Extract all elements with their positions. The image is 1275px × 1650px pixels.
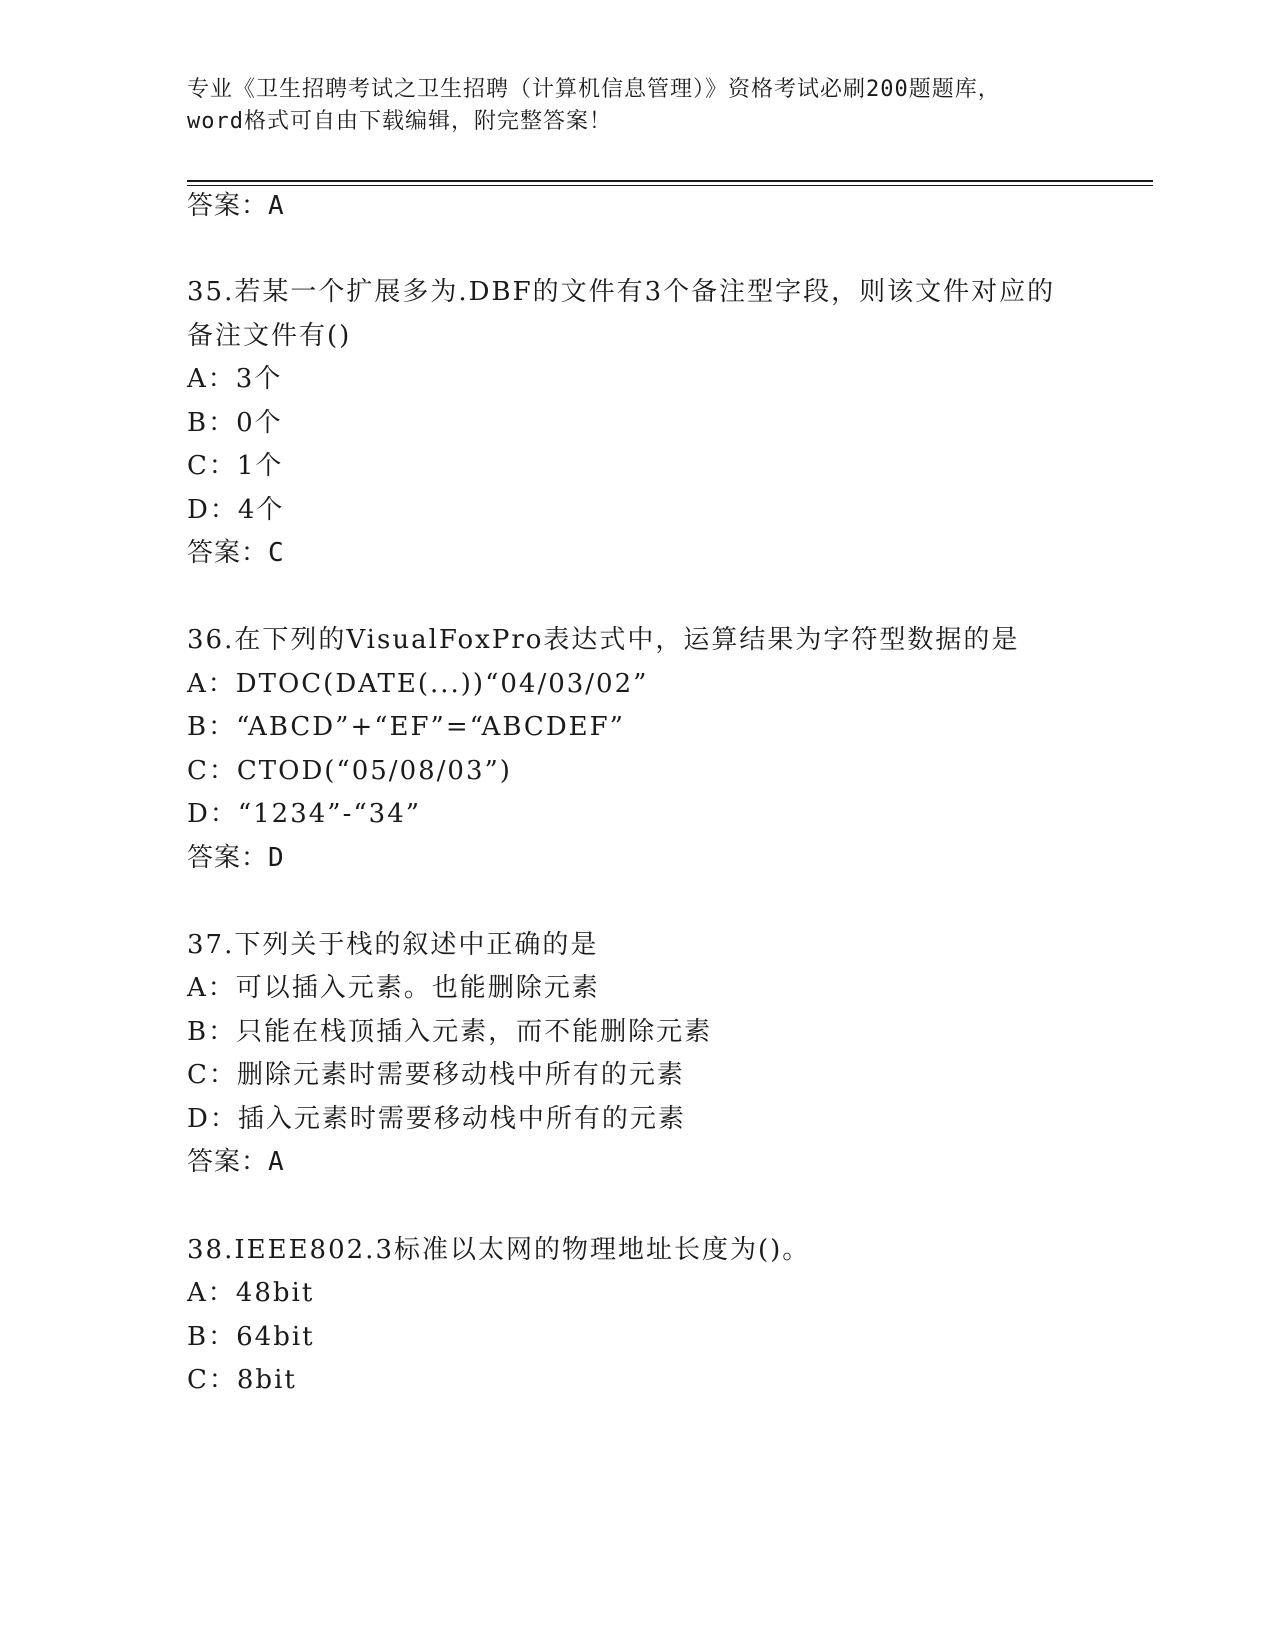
question-35-stem-line-1: 35.若某一个扩展多为.DBF的文件有3个备注型字段，则该文件对应的: [187, 277, 1056, 307]
question-36-stem: 36.在下列的VisualFoxPro表达式中，运算结果为字符型数据的是: [187, 625, 1020, 655]
question-35-answer: 答案：C: [187, 538, 285, 568]
header-title-line-1: 专业《卫生招聘考试之卫生招聘（计算机信息管理）》资格考试必刷200题题库，: [187, 77, 1001, 102]
header-title-line-2: word格式可自由下载编辑，附完整答案！: [187, 109, 612, 134]
question-36-option-b: B：“ABCD”+“EF”=“ABCDEF”: [187, 712, 625, 742]
question-37-stem: 37.下列关于栈的叙述中正确的是: [187, 930, 599, 960]
question-35-option-b: B：0个: [187, 408, 283, 438]
question-38-option-a: A：48bit: [187, 1278, 315, 1308]
question-38-stem: 38.IEEE802.3标准以太网的物理地址长度为()。: [187, 1235, 811, 1265]
question-36-answer: 答案：D: [187, 843, 285, 873]
question-35-option-a: A：3个: [187, 364, 283, 394]
question-37-option-a: A：可以插入元素。也能删除元素: [187, 973, 600, 1003]
document-header: [187, 74, 1087, 138]
answer-previous: 答案：A: [187, 191, 285, 221]
question-37-answer: 答案：A: [187, 1147, 285, 1177]
question-36-option-d: D：“1234”-“34”: [187, 799, 422, 829]
question-37-option-b: B：只能在栈顶插入元素，而不能删除元素: [187, 1017, 713, 1047]
question-38-option-b: B：64bit: [187, 1322, 315, 1352]
question-35-option-c: C：1个: [187, 451, 284, 481]
question-37-option-c: C：删除元素时需要移动栈中所有的元素: [187, 1060, 685, 1090]
question-35-stem-line-2: 备注文件有(): [187, 321, 352, 351]
question-38-option-c: C：8bit: [187, 1365, 297, 1395]
header-divider: [187, 180, 1153, 186]
question-35-option-d: D：4个: [187, 495, 285, 525]
question-36-option-a: A：DTOC(DATE(...))“04/03/02”: [187, 669, 649, 699]
question-36-option-c: C：CTOD(“05/08/03”): [187, 756, 512, 786]
question-37-option-d: D：插入元素时需要移动栈中所有的元素: [187, 1104, 686, 1134]
